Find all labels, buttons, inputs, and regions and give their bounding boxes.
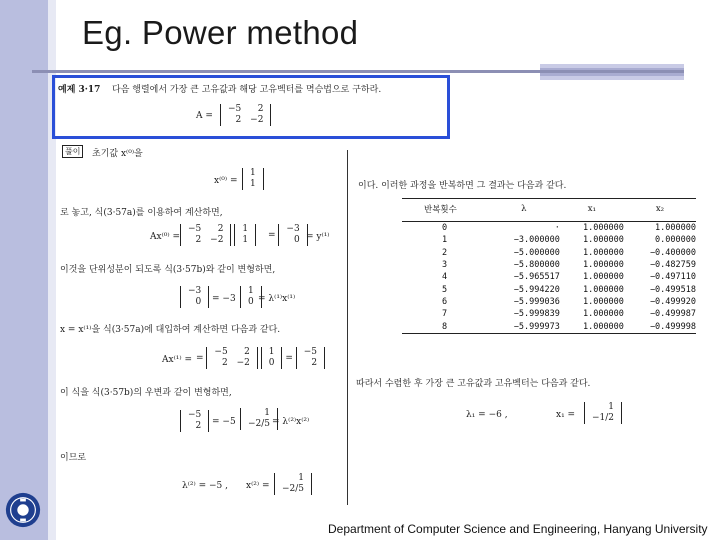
table-cell: −5.999036 [513,296,560,307]
eq1-lhs: Ax⁽⁰⁾ = [150,232,181,242]
eq1-rhs: = y⁽¹⁾ [306,232,330,242]
eq2-scale: = −3 [212,294,236,304]
table-row [402,283,696,295]
table-row [402,234,696,246]
table-cell: −0.499518 [649,284,696,295]
table-row [402,271,696,283]
eq1-matrix: −5 2 2 −2 1 1 [180,224,256,246]
table-cell: −3.000000 [513,235,560,246]
table-cell: 6 [442,296,448,307]
footer-department: Department of Computer Science and Engineering, Hanyang University [328,522,708,536]
table-row [402,296,696,308]
right-intro: 이다. 이러한 과정을 반복하면 그 결과는 다음과 같다. [358,181,567,191]
eq1-result: = −3 0 [268,224,308,246]
solution-line-2: 로 놓고, 식(3·57a)를 이용하여 계산하면, [60,208,223,218]
table-header: 반복횟수 [402,199,488,222]
slide-title: Eg. Power method [82,14,359,51]
table-cell: 5 [442,284,448,295]
x1-vector: 1 −1/2 [584,402,622,424]
title-rule [32,70,684,73]
table-cell: −5.000000 [513,247,560,258]
table-cell: 1.000000 [582,223,624,234]
iteration-table [402,198,696,334]
eq5-x-name: x⁽²⁾ = [246,481,270,491]
table-cell: 1.000000 [582,272,624,283]
eq3-matrix: = −5 2 2 −2 1 0 = −5 2 [196,347,325,369]
eq5-x-vector: 1 −2/5 [274,473,312,495]
table-row [402,259,696,271]
x1-name: x₁ = [556,410,576,420]
table-cell: 8 [402,320,488,333]
eq4-scale: = −5 [212,417,236,427]
table-row [402,247,696,259]
table-cell: −0.497110 [649,272,696,283]
table-cell: 1.000000 [582,247,624,258]
university-seal-logo [4,491,42,529]
table-cell: 1.000000 [582,309,624,320]
eq2-vector: −3 0 [180,286,209,308]
sidebar-band [0,0,48,540]
table-cell: 3 [442,260,448,271]
eq5-lambda: λ⁽²⁾ = −5 , [182,481,228,491]
problem-matrix: −5 2 2 −2 [220,104,271,126]
problem-label: 예제 3·17 [58,85,101,95]
table-cell: −5.994220 [513,284,560,295]
eq4-vector: −5 2 [180,410,209,432]
solution-line-3: 이것을 단위성분이 되도록 식(3·57b)와 같이 변형하면, [60,265,276,275]
table-cell: −0.482759 [649,260,696,271]
table-cell: −0.499998 [624,320,696,333]
table-cell: 0 [442,223,448,234]
lambda1: λ₁ = −6 , [466,410,508,420]
solution-line-5: 이 식을 식(3·57b)의 우변과 같이 변형하면, [60,388,232,398]
table-cell: −0.400000 [649,247,696,258]
table-cell: 1.000000 [582,296,624,307]
table-header: x₂ [624,199,696,222]
table-row [402,308,696,320]
table-header: λ [488,199,560,222]
problem-text: 다음 행렬에서 가장 큰 고유값과 해당 고유벡터를 멱승법으로 구하라. [112,85,382,95]
table-cell: −5.999973 [488,320,560,333]
table-cell: 1 [442,235,448,246]
eq4-unit-vector: 1 −2/5 [240,408,278,430]
eq2-rhs: = λ⁽¹⁾x⁽¹⁾ [258,294,296,304]
table-cell: · [554,223,560,234]
solution-line-4: x = x⁽¹⁾을 식(3·57a)에 대입하여 계산하면 다음과 같다. [60,325,281,335]
table-cell: −0.499987 [649,309,696,320]
table-row [402,320,696,333]
table-cell: 1.000000 [655,223,696,234]
solution-line-1: 초기값 x⁽⁰⁾을 [92,149,143,159]
eq4-rhs: = λ⁽²⁾x⁽²⁾ [272,417,310,427]
table-cell: 7 [442,309,448,320]
table-cell: 2 [442,247,448,258]
table-cell: 4 [442,272,448,283]
x0-name: x⁽⁰⁾ = [214,176,238,186]
table-cell: 1.000000 [560,320,624,333]
solution-label: 풀이 [62,145,83,158]
problem-matrix-name: A = [196,111,213,121]
column-divider [347,150,348,505]
table-cell: 1.000000 [582,235,624,246]
table-header: x₁ [560,199,624,222]
table-cell: 1.000000 [582,260,624,271]
table-row [402,222,696,235]
x0-vector: 1 1 [242,168,264,190]
table-cell: −0.499920 [649,296,696,307]
eq2-unit-vector: 1 0 [240,286,262,308]
table-cell: 1.000000 [582,284,624,295]
table-cell: −5.800000 [513,260,560,271]
table-cell: −5.999839 [513,309,560,320]
right-conclusion: 따라서 수렴한 후 가장 큰 고유값과 고유벡터는 다음과 같다. [356,379,591,389]
eq3-lhs: Ax⁽¹⁾ = [162,355,193,365]
table-cell: −5.965517 [513,272,560,283]
table-cell: 0.000000 [655,235,696,246]
solution-line-6: 이므로 [60,453,87,463]
